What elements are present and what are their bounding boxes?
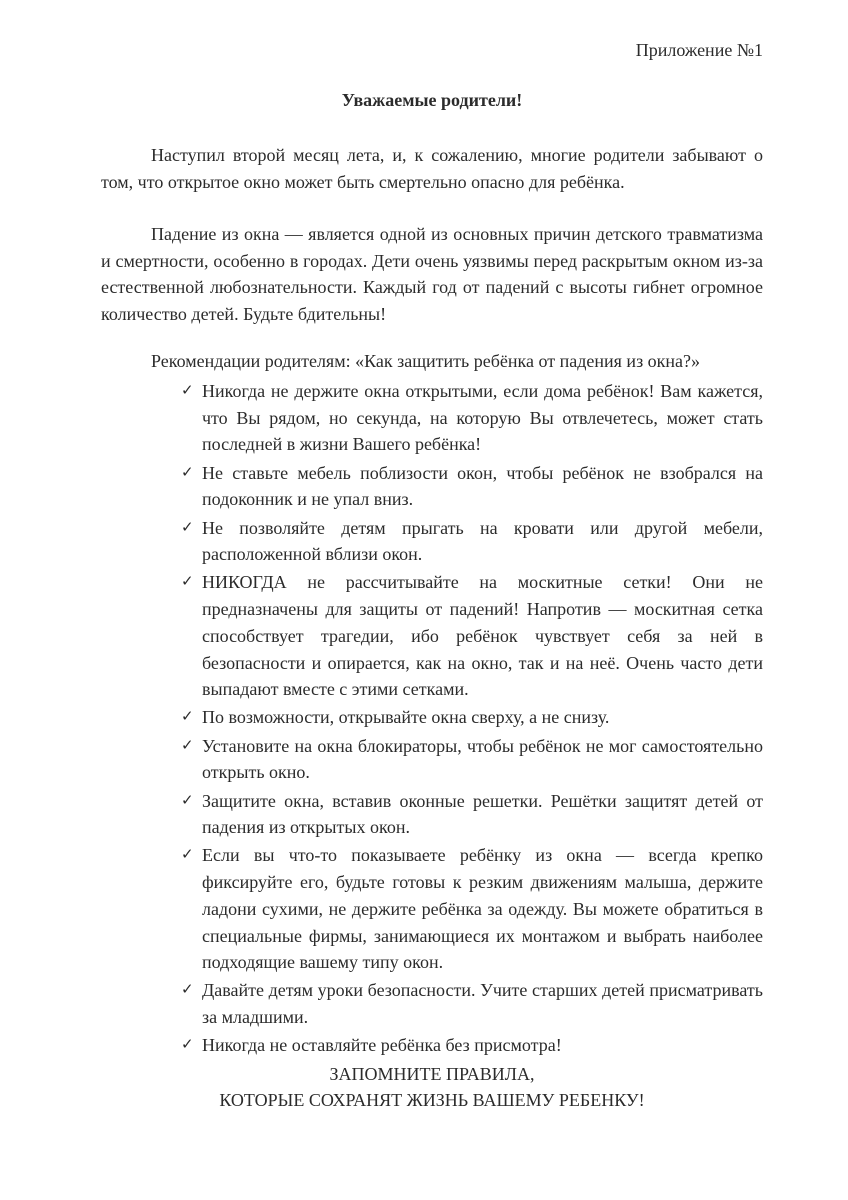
- list-item: [181, 569, 763, 703]
- list-item-text: Установите на окна блокираторы, чтобы ребёнок не мог самостоятельно открыть окно.: [202, 735, 763, 783]
- list-item: [181, 704, 763, 731]
- page-title: Уважаемые родители!: [341, 90, 523, 110]
- list-item: [181, 378, 763, 458]
- list-item-text: Не позволяйте детям прыгать на кровати или другой мебели, расположенной вблизи окон.: [202, 517, 763, 565]
- list-item-text: НИКОГДА не рассчитывайте на москитные сетки! Они не предназначены для защиты от падений! Напротив — москитная сетка способствует трагедии, ибо ребёнок чувствует себя за ней в безопасности и опирается, как на окно, так и на неё. Очень часто дети выпадают вместе с этими сетками.: [202, 572, 763, 700]
- list-item-text: По возможности, открывайте окна сверху, а не снизу.: [202, 707, 610, 728]
- closing-line-2: КОТОРЫЕ СОХРАНЯТ ЖИЗНЬ ВАШЕМУ РЕБЕНКУ!: [219, 1090, 645, 1110]
- checkmark-icon: ✓: [181, 519, 194, 536]
- list-item-text: Никогда не держите окна открытыми, если дома ребёнок! Вам кажется, что Вы рядом, но секунда, на которую Вы отвлечетесь, может стать последней в жизни Вашего ребёнка!: [202, 381, 763, 455]
- closing-message: [101, 1061, 763, 1113]
- checkmark-icon: ✓: [181, 737, 194, 754]
- recommendations-list: [181, 378, 763, 1061]
- checkmark-icon: ✓: [181, 792, 194, 809]
- checkmark-icon: ✓: [181, 464, 194, 481]
- closing-line-1: ЗАПОМНИТЕ ПРАВИЛА,: [329, 1064, 535, 1084]
- list-item-text: Давайте детям уроки безопасности. Учите старших детей присматривать за младшими.: [202, 980, 763, 1028]
- warning-paragraph: Падение из окна — является одной из основных причин детского травматизма и смертности, особенно в городах. Дети очень уязвимы перед раскрытым окном из-за естественной любознательности. Каждый год от падений с высоты гибнет огромное количество детей. Будьте бдительны!: [101, 224, 763, 325]
- list-item: [181, 1032, 763, 1059]
- appendix-label: Приложение №1: [635, 40, 763, 60]
- checkmark-icon: ✓: [181, 847, 194, 864]
- list-item: [181, 460, 763, 513]
- list-item: [181, 515, 763, 568]
- list-item-text: Если вы что-то показываете ребёнку из окна — всегда крепко фиксируйте его, будьте готовы к резким движениям малыша, держите ладони сухими, не держите ребёнка за одежду. Вы можете обратиться в специальные фирмы, занимающиеся их монтажом и выбрать наиболее подходящие вашему типу окон.: [202, 845, 763, 973]
- intro-paragraph: Наступил второй месяц лета, и, к сожалению, многие родители забывают о том, что открытое окно может быть смертельно опасно для ребёнка.: [101, 145, 763, 192]
- checkmark-icon: ✓: [181, 1037, 194, 1054]
- list-item: [181, 733, 763, 786]
- checkmark-icon: ✓: [181, 383, 194, 399]
- list-item-text: Никогда не оставляйте ребёнка без присмотра!: [202, 1035, 562, 1056]
- checkmark-icon: ✓: [181, 709, 194, 726]
- list-item: [181, 977, 763, 1030]
- list-item-text: Не ставьте мебель поблизости окон, чтобы ребёнок не взобрался на подоконник и не упал вниз.: [202, 462, 763, 510]
- recommendations-heading: Рекомендации родителям: «Как защитить ребёнка от падения из окна?»: [151, 351, 701, 371]
- list-item-text: Защитите окна, вставив оконные решетки. Решётки защитят детей от падения из открытых окон.: [202, 790, 763, 838]
- list-item: [181, 842, 763, 976]
- checkmark-icon: ✓: [181, 574, 194, 591]
- checkmark-icon: ✓: [181, 982, 194, 999]
- list-item: [181, 788, 763, 841]
